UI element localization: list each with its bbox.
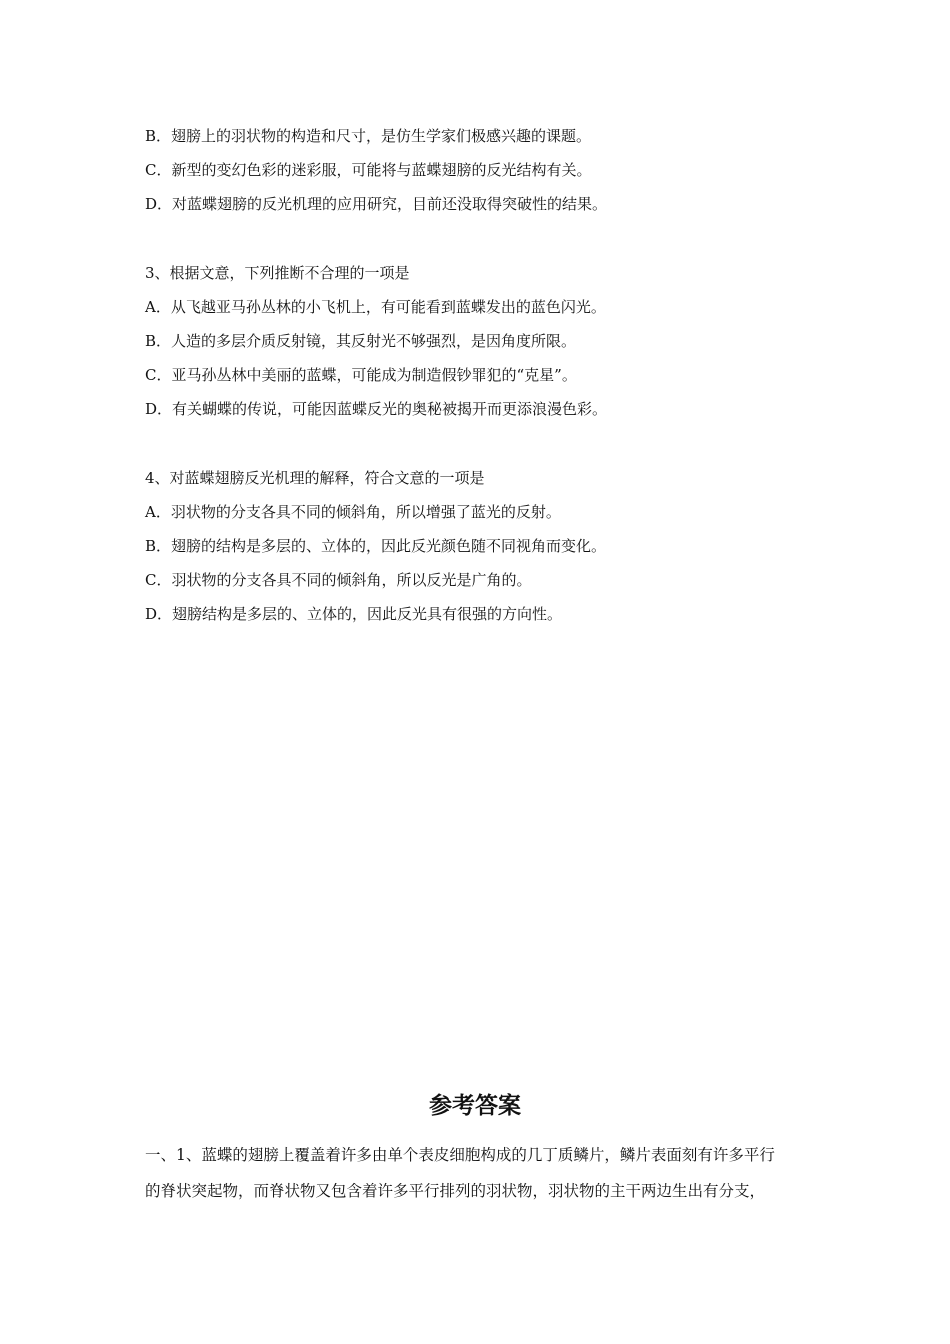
- answer-section-title: 参考答案: [429, 1093, 521, 1119]
- q4-option-d: D．翅膀结构是多层的、立体的，因此反光具有很强的方向性。: [145, 605, 563, 623]
- q4-stem: 4、对蓝蝶翅膀反光机理的解释，符合文意的一项是: [145, 469, 485, 487]
- q3-option-a: A．从飞越亚马孙丛林的小飞机上，有可能看到蓝蝶发出的蓝色闪光。: [145, 298, 606, 316]
- q2-option-d: D．对蓝蝶翅膀的反光机理的应用研究，目前还没取得突破性的结果。: [145, 195, 608, 213]
- answer-line-2: 的脊状突起物，而脊状物又包含着许多平行排列的羽状物，羽状物的主干两边生出有分支，: [145, 1182, 766, 1200]
- q3-option-b: B．人造的多层介质反射镜，其反射光不够强烈，是因角度所限。: [145, 332, 577, 350]
- answer-line-1: 一、1、蓝蝶的翅膀上覆盖着许多由单个表皮细胞构成的几丁质鳞片，鳞片表面刻有许多平行: [145, 1146, 775, 1164]
- q2-option-b: B．翅膀上的羽状物的构造和尺寸，是仿生学家们极感兴趣的课题。: [145, 127, 592, 145]
- q4-option-c: C．羽状物的分支各具不同的倾斜角，所以反光是广角的。: [145, 571, 532, 589]
- q4-option-a: A．羽状物的分支各具不同的倾斜角，所以增强了蓝光的反射。: [145, 503, 561, 521]
- q3-option-c: C．亚马孙丛林中美丽的蓝蝶，可能成为制造假钞罪犯的“克星”。: [145, 366, 577, 384]
- q2-option-c: C．新型的变幻色彩的迷彩服，可能将与蓝蝶翅膀的反光结构有关。: [145, 161, 592, 179]
- q3-option-d: D．有关蝴蝶的传说，可能因蓝蝶反光的奥秘被揭开而更添浪漫色彩。: [145, 400, 608, 418]
- q4-option-b: B．翅膀的结构是多层的、立体的，因此反光颜色随不同视角而变化。: [145, 537, 607, 555]
- q3-stem: 3、根据文意，下列推断不合理的一项是: [145, 264, 410, 282]
